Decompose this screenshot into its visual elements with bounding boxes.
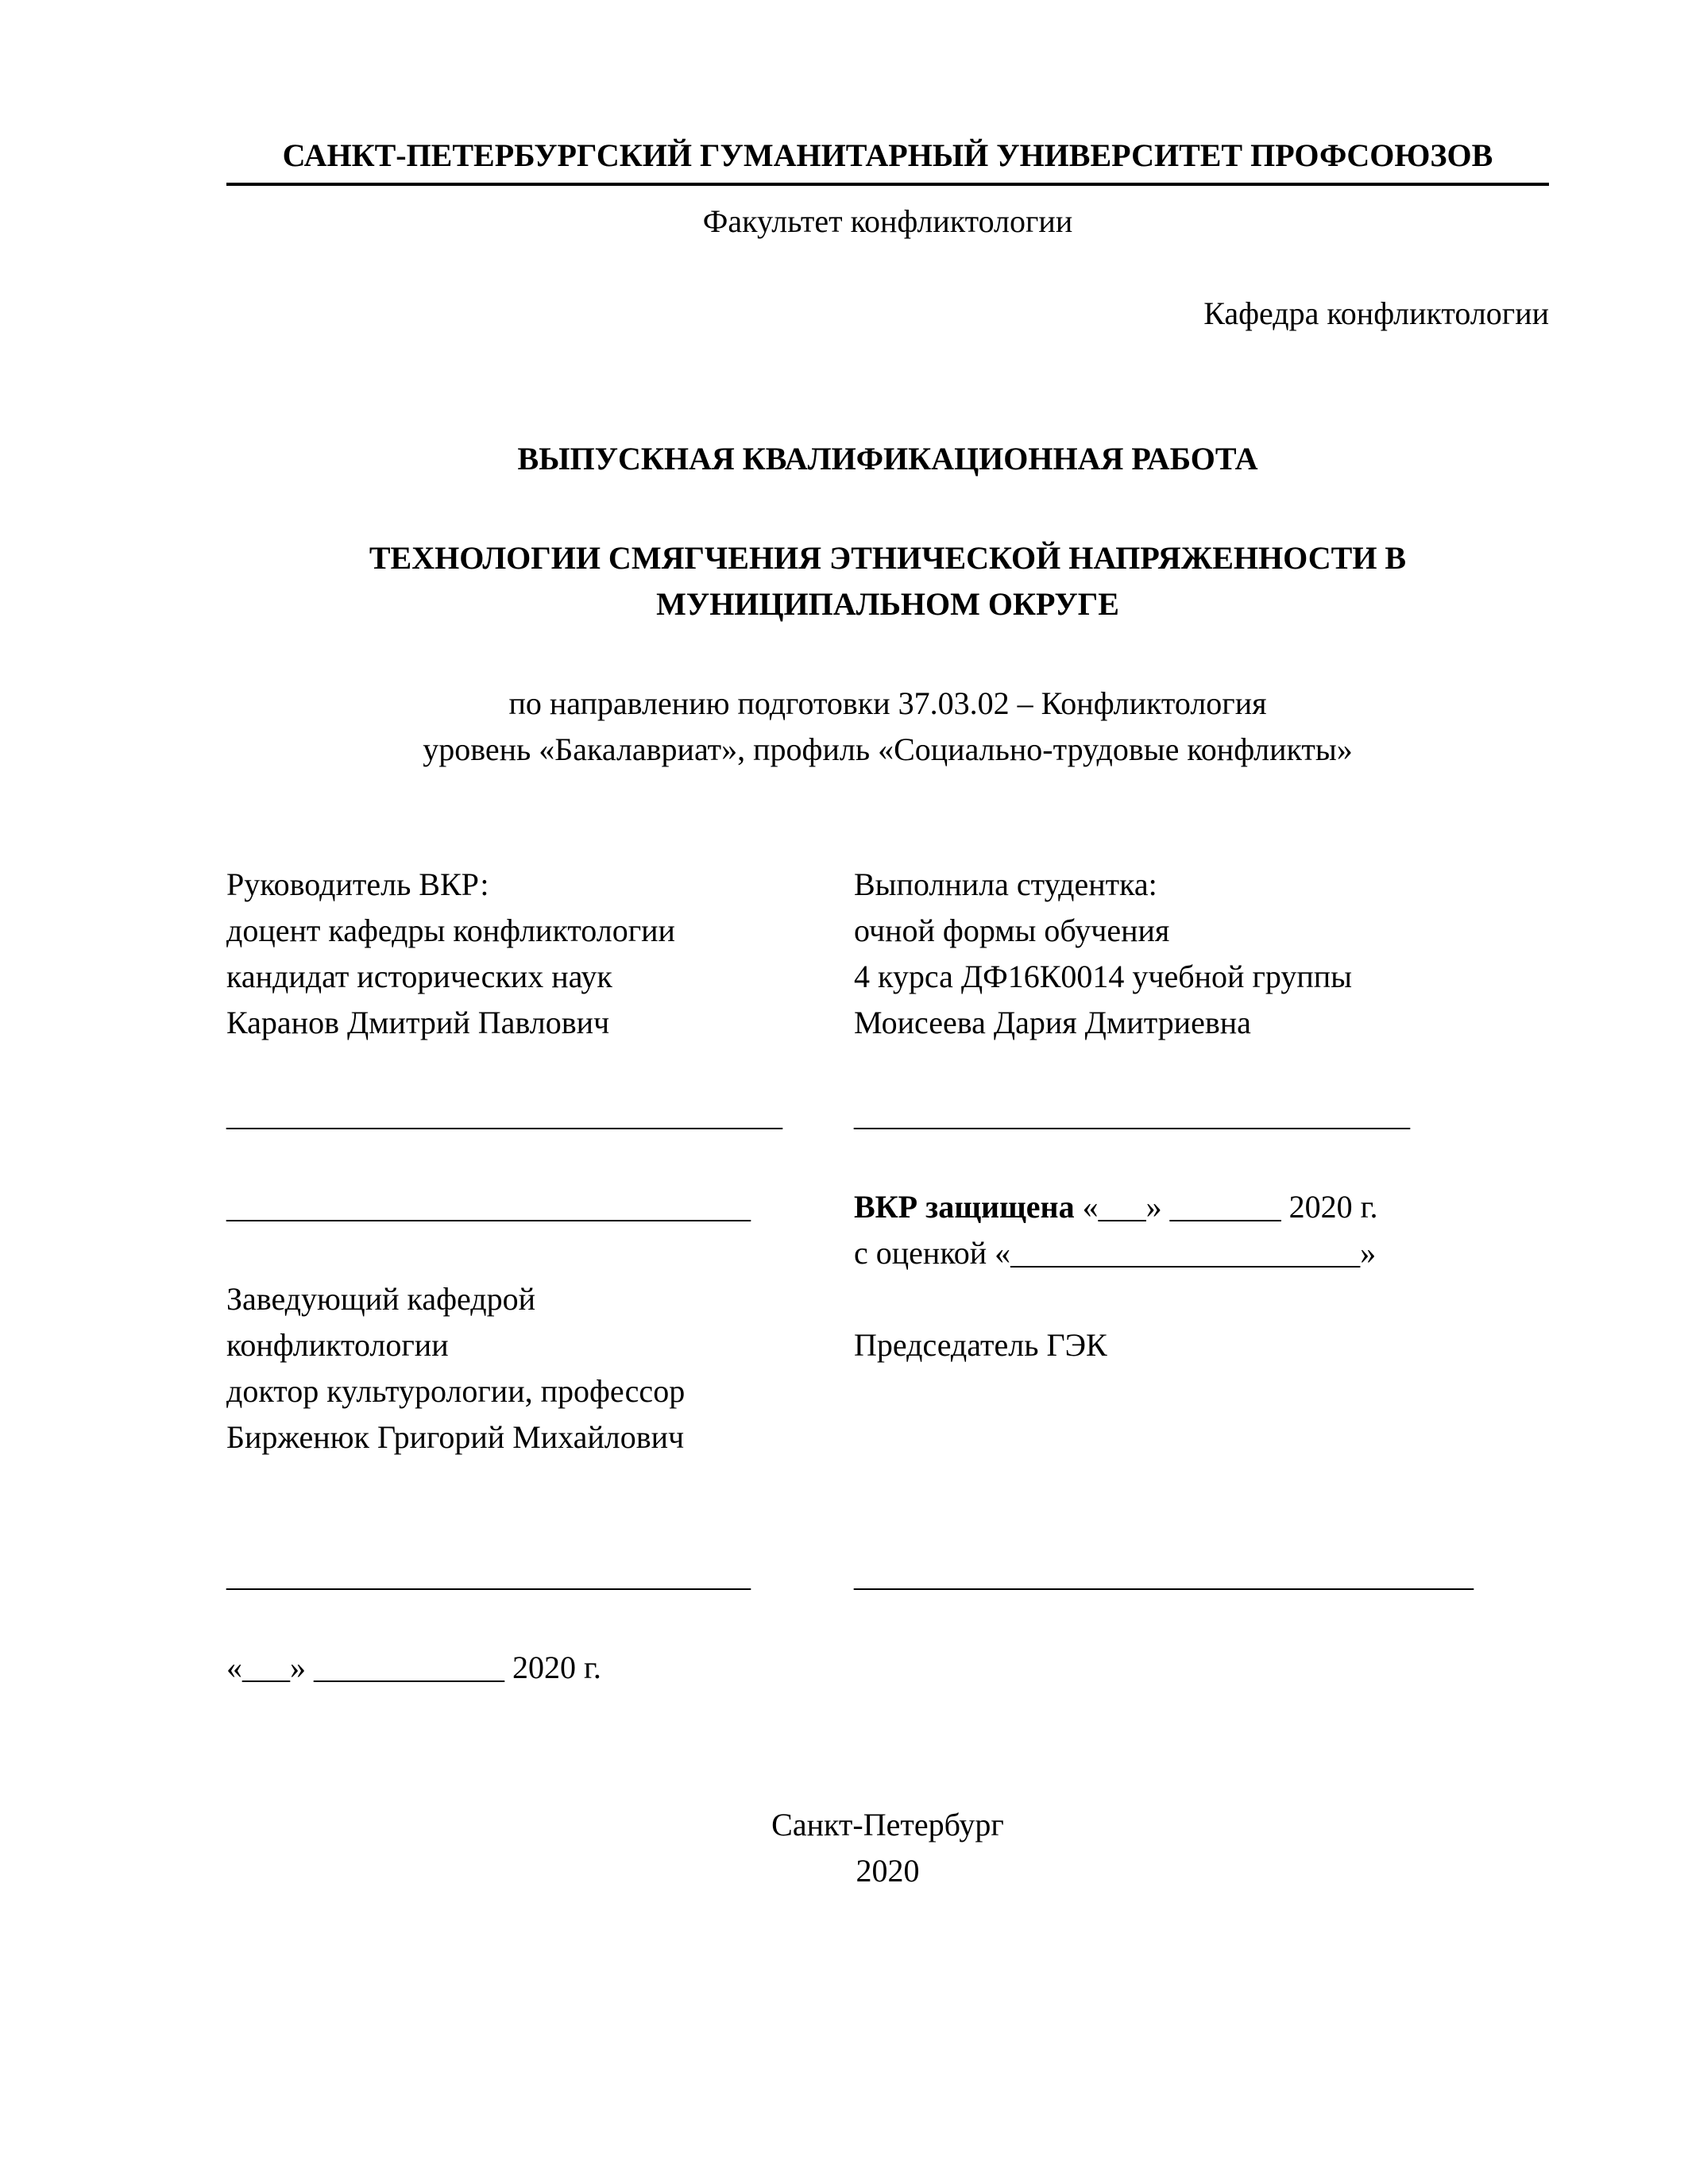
student-name: Моисеева Дария Дмитриевна	[854, 1005, 1251, 1040]
city: Санкт-Петербург	[771, 1807, 1004, 1843]
thesis-title	[226, 535, 1549, 627]
head-label-2: конфликтологии	[226, 1327, 449, 1363]
program-level: уровень «Бакалавриат», профиль «Социально-трудовые конфликты»	[423, 731, 1353, 767]
student-line-1: очной формы обучения	[854, 913, 1170, 948]
supervisor-signature-line: ___________________________________	[226, 1097, 782, 1133]
defense-line	[854, 1184, 1549, 1230]
chairman-label: Председатель ГЭК	[854, 1327, 1107, 1363]
head-position: доктор культурологии, профессор	[226, 1373, 686, 1409]
defense-line-bold: ВКР защищена	[854, 1189, 1075, 1225]
student-signature-line: ___________________________________	[854, 1097, 1410, 1133]
department-name: Кафедра конфликтологии	[1203, 295, 1549, 331]
left-column	[226, 862, 818, 1691]
date-line: «___» ____________ 2020 г.	[226, 1650, 601, 1685]
head-label-1: Заведующий кафедрой	[226, 1281, 536, 1317]
supervisor-signature-line-2: _________________________________	[226, 1189, 751, 1225]
chairman-signature-line: _______________________________________	[854, 1557, 1474, 1593]
year: 2020	[856, 1853, 920, 1889]
footer	[226, 1802, 1549, 1894]
right-column	[854, 862, 1549, 1691]
supervisor-position-1: доцент кафедры конфликтологии	[226, 913, 675, 948]
supervisor-position-2: кандидат исторических наук	[226, 959, 612, 994]
faculty-name: Факультет конфликтологии	[702, 203, 1073, 239]
thesis-title-line-1: ТЕХНОЛОГИИ СМЯГЧЕНИЯ ЭТНИЧЕСКОЙ НАПРЯЖЕННОСТИ В	[369, 540, 1407, 576]
head-name: Бирженюк Григорий Михайлович	[226, 1419, 685, 1455]
supervisor-name: Каранов Дмитрий Павлович	[226, 1005, 610, 1040]
program-direction: по направлению подготовки 37.03.02 – Конфликтология	[508, 685, 1267, 721]
head-signature-line: _________________________________	[226, 1557, 751, 1593]
supervisor-label: Руководитель ВКР:	[226, 866, 489, 902]
work-type-heading: ВЫПУСКНАЯ КВАЛИФИКАЦИОННАЯ РАБОТА	[517, 441, 1258, 477]
defense-line-rest: «___» _______ 2020 г.	[1074, 1189, 1378, 1225]
thesis-title-line-2: МУНИЦИПАЛЬНОМ ОКРУГЕ	[656, 586, 1119, 622]
student-line-2: 4 курса ДФ16К0014 учебной группы	[854, 959, 1353, 994]
student-label: Выполнила студентка:	[854, 866, 1157, 902]
signature-columns	[226, 862, 1549, 1691]
grade-line: с оценкой «______________________»	[854, 1235, 1377, 1271]
university-name: САНКТ-ПЕТЕРБУРГСКИЙ ГУМАНИТАРНЫЙ УНИВЕРСИТЕТ ПРОФСОЮЗОВ	[226, 137, 1549, 186]
